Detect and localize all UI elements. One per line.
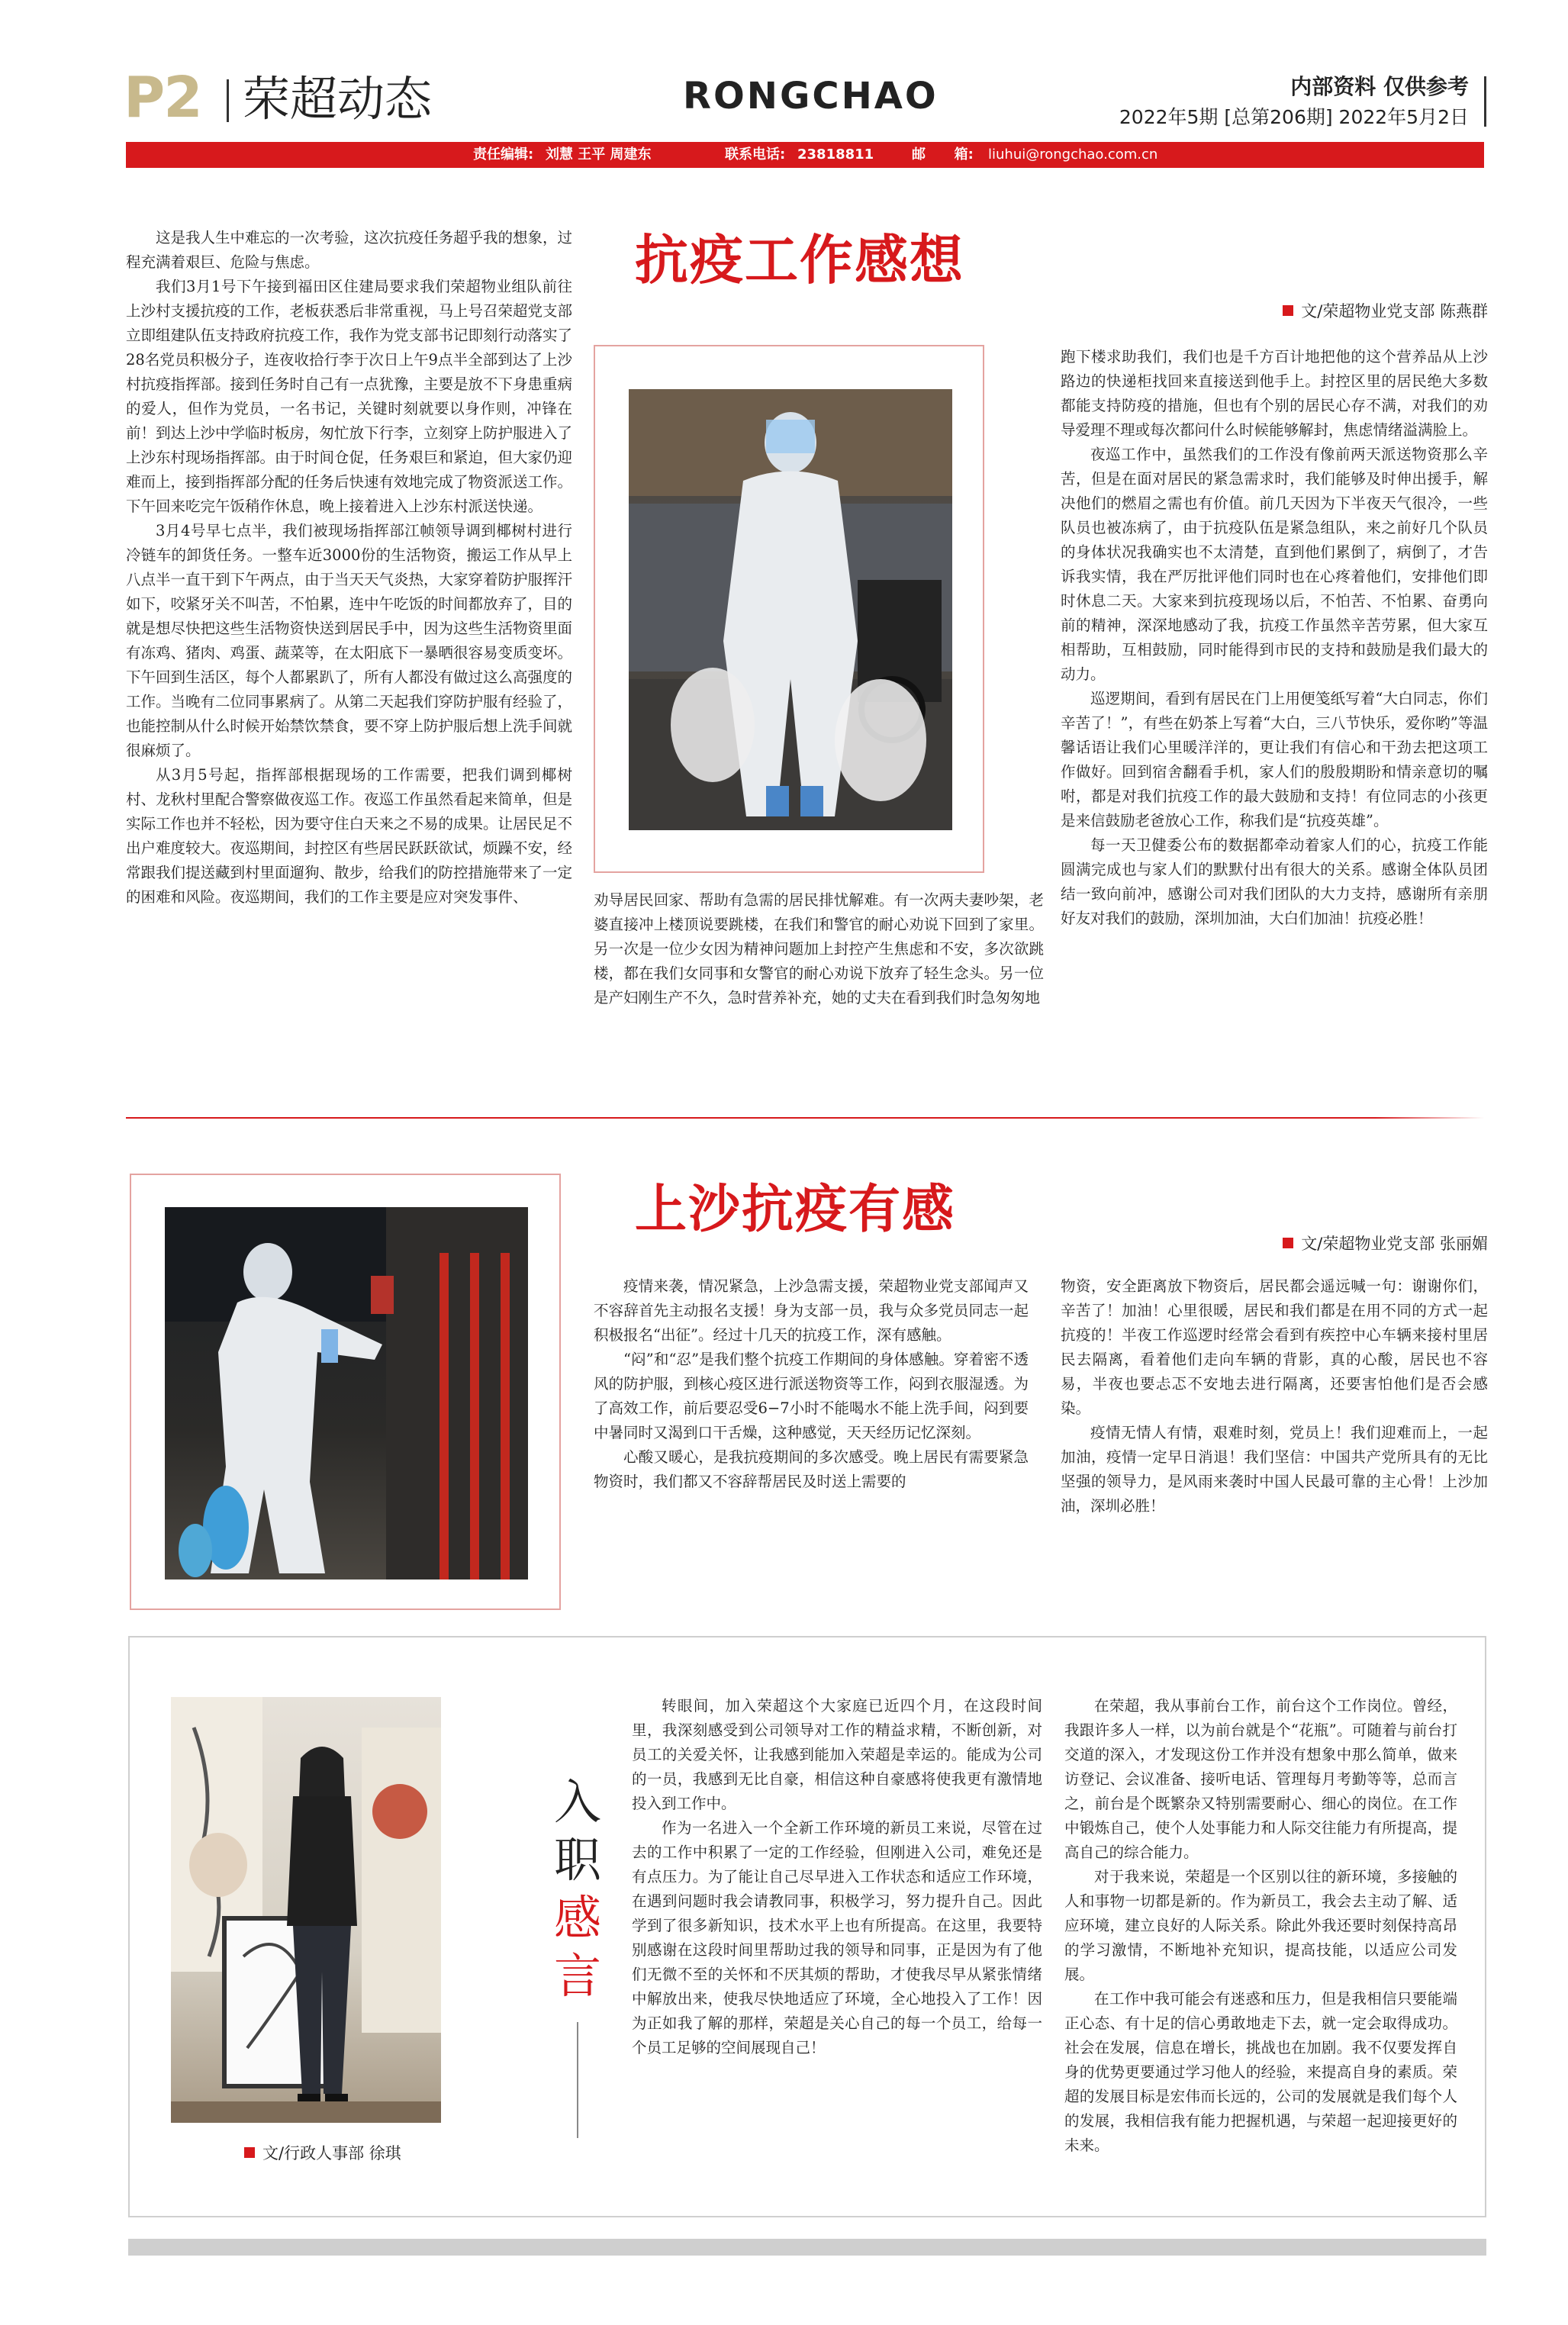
phone-label: 联系电话: xyxy=(725,147,786,163)
title-char: 职 xyxy=(553,1832,601,1888)
email-link[interactable]: liuhui@rongchao.com.cn xyxy=(988,147,1158,163)
volunteer-illustration xyxy=(629,389,952,830)
phone-number: 23818811 xyxy=(797,147,874,163)
footer-bar xyxy=(128,2239,1486,2256)
title-char: 言 xyxy=(553,1948,601,2004)
article2-column-1 xyxy=(594,1274,1029,1494)
header-divider xyxy=(227,79,229,122)
article1-title: 抗疫工作感想 xyxy=(635,229,964,291)
paragraph: 疫情无情人有情，艰难时刻，党员上！我们迎难而上，一起加油，疫情一定早日消退！我们坚信：中国共产党所具有的无比坚强的领导力，是风雨来袭时中国人民最可靠的主心骨！上沙加油，深圳必胜！ xyxy=(1061,1424,1488,1515)
article3-column-2 xyxy=(1064,1694,1457,2158)
article1-column-1 xyxy=(126,226,572,910)
article2-title: 上沙抗疫有感 xyxy=(635,1180,956,1240)
paragraph: 每一天卫健委公布的数据都牵动着家人们的心，抗疫工作能圆满完成也与家人们的默默付出有很大的关系。感谢全体队员团结一致向前冲，感谢公司对我们团队的大力支持，感谢所有亲朋好友对我们的鼓励，深圳加油，大白们加油！抗疫必胜！ xyxy=(1061,836,1488,927)
article1-column-3 xyxy=(1061,345,1488,931)
article3-byline xyxy=(244,2141,401,2164)
article2-byline xyxy=(1236,1232,1488,1254)
staff-portrait-photo xyxy=(171,1697,441,2123)
article3-vertical-title xyxy=(551,1773,604,2005)
email-label: 邮 箱: xyxy=(912,147,974,163)
paragraph: 疫情来袭，情况紧急，上沙急需支援，荣超物业党支部闻声又不容辞首先主动报名支援！身为支部一员，我与众多党员同志一起积极报名“出征”。经过十几天的抗疫工作，深有感触。 xyxy=(594,1277,1029,1344)
article2-photo-frame xyxy=(130,1174,561,1610)
editor-bar xyxy=(126,142,1484,168)
title-char: 感 xyxy=(553,1890,601,1946)
paragraph: 3月4号早七点半，我们被现场指挥部江帧领导调到椰树村进行冷链车的卸货任务。一整车近3000份的生活物资，搬运工作从早上八点半一直干到下午两点，由于当天天气炎热，大家穿着防护服挥汗如下，咬紧牙关不叫苦，不怕累，连中午吃饭的时间都放弃了，目的就是想尽快把这些生活物资快送到居民手中，因为这些生活物资里面有冻鸡、猪肉、鸡蛋、蔬菜等，在太阳底下一暴晒很容易变质变坏。下午回到生活区，每个人都累趴了，所有人都没有做过这么高强度的工作。当晚有二位同事累病了。从第二天起我们穿防护服有经验了，也能控制从什么时候开始禁饮禁食，要不穿上防护服后想上洗手间就很麻烦了。 xyxy=(126,522,573,759)
brand-name: RONGCHAO xyxy=(683,75,939,118)
internal-notice: 内部资料 仅供参考 xyxy=(1290,74,1469,99)
title-char: 入 xyxy=(553,1774,601,1830)
paragraph: 劝导居民回家、帮助有急需的居民排忧解难。有一次两夫妻吵架，老婆直接冲上楼顶说要跳楼，在我们和警官的耐心劝说下回到了家里。另一次是一位少女因为精神问题加上封控产生焦虑和不安，多次欲跳楼，都在我们女同事和女警官的耐心劝说下放弃了轻生念头。另一位是产妇刚生产不久，急时营养补充，她的丈夫在看到我们时急匆匆地 xyxy=(594,891,1044,1006)
article1-byline xyxy=(1236,299,1488,322)
header-right-rule xyxy=(1484,76,1486,127)
byline-marker xyxy=(1283,1238,1293,1248)
section-separator xyxy=(126,1117,1484,1119)
paragraph: 我们3月1号下午接到福田区住建局要求我们荣超物业组队前往上沙村支援抗疫的工作，老板获悉后非常重视，马上号召荣超党支部立即组建队伍支持政府抗疫工作，我作为党支部书记即刻行动落实了28名党员积极分子，连夜收拾行李于次日上午9点半全部到达了上沙村抗疫指挥部。接到任务时自己有一点犹豫，主要是放不下身患重病的爱人，但作为党员，一名书记，关键时刻就要以身作则，冲锋在前！到达上沙中学临时板房，匆忙放下行李，立刻穿上防护服进入了上沙东村现场指挥部。由于时间仓促，任务艰巨和紧迫，但大家仍迎难而上，接到指挥部分配的任务后快速有效地完成了物资派送工作。下午回来吃完午饭稍作休息，晚上接着进入上沙东村派送快递。 xyxy=(126,278,573,515)
paragraph: 这是我人生中难忘的一次考验，这次抗疫任务超乎我的想象，过程充满着艰巨、危险与焦虑。 xyxy=(126,229,573,271)
article2-column-2 xyxy=(1061,1274,1488,1518)
paragraph: 在荣超，我从事前台工作，前台这个工作岗位。曾经，我跟许多人一样，以为前台就是个“花瓶”。可随着与前台打交道的深入，才发现这份工作并没有想象中那么简单，做来访登记、会议准备、接听电话、管理每月考勤等等，总而言之，前台是个既繁杂又特别需要耐心、细心的岗位。在工作中锻炼自己，使个人处事能力和人际交往能力有所提高，提高自己的综合能力。 xyxy=(1064,1697,1457,1861)
byline-text: 文/荣超物业党支部 陈燕群 xyxy=(1301,302,1488,320)
editor-names: 刘慧 王平 周建东 xyxy=(546,147,652,163)
paragraph: 物资，安全距离放下物资后，居民都会遥远喊一句：谢谢你们，辛苦了！加油！心里很暖，居民和我们都是在用不同的方式一起抗疫的！半夜工作巡逻时经常会看到有疾控中心车辆来接村里居民去隔离，看着他们走向车辆的背影，真的心酸，居民也不容易，半夜也要忐忑不安地去进行隔离，还要害怕他们是否会感染。 xyxy=(1061,1277,1488,1417)
portrait-illustration xyxy=(171,1697,441,2123)
paragraph: 作为一名进入一个全新工作环境的新员工来说，尽管在过去的工作中积累了一定的工作经验，但刚进入公司，难免还是有点压力。为了能让自己尽早进入工作状态和适应工作环境，在遇到问题时我会请教同事，积极学习，努力提升自己。因此学到了很多新知识，技术水平上也有所提高。在这里，我要特别感谢在这段时间里帮助过我的领导和同事，正是因为有了他们无微不至的关怀和不厌其烦的帮助，才使我尽早从紧张情绪中解放出来，使我尽快地适应了环境，全心地投入了工作！因为正如我了解的那样，荣超是关心自己的每一个员工，给每一个员工足够的空间展现自己！ xyxy=(632,1819,1042,2056)
paragraph: 从3月5号起，指挥部根据现场的工作需要，把我们调到椰树村、龙秋村里配合警察做夜巡工作。夜巡工作虽然看起来简单，但是实际工作也并不轻松，因为要守住白天来之不易的成果。让居民足不出户难度较大。夜巡期间，封控区有些居民跃跃欲试，烦躁不安，经常跟我们提送藏到村里面遛狗、散步，给我们的防控措施带来了一定的困难和风险。夜巡期间，我们的工作主要是应对突发事件、 xyxy=(126,766,573,906)
article3-column-1 xyxy=(632,1694,1042,2060)
paragraph: 对于我来说，荣超是一个区别以往的新环境，多接触的人和事物一切都是新的。作为新员工，我会去主动了解、适应环境，建立良好的人际关系。除此外我还要时刻保持高昂的学习激情，不断地补充知识，提高技能，以适应公司发展。 xyxy=(1064,1868,1457,1983)
section-title: 荣超动态 xyxy=(243,71,433,127)
disinfection-photo xyxy=(165,1207,528,1580)
disinfection-illustration xyxy=(165,1207,528,1580)
page-number: P2 xyxy=(124,65,201,130)
issue-info: 2022年5期 [总第206期] 2022年5月2日 xyxy=(1119,106,1469,128)
article1-column-2 xyxy=(594,888,1044,1010)
editor-label: 责任编辑: xyxy=(473,147,534,163)
vertical-title-rule xyxy=(577,2022,578,2138)
paragraph: 巡逻期间，看到有居民在门上用便笺纸写着“大白同志，你们辛苦了！”，有些在奶茶上写着“大白，三八节快乐，爱你哟”等温馨话语让我们心里暖洋洋的，更让我们有信心和干劲去把这项工作做好。回到宿舍翻看手机，家人们的殷殷期盼和情亲意切的嘱咐，都是对我们抗疫工作的最大鼓励和支持！有位同志的小孩更是来信鼓励老爸放心工作，称我们是“抗疫英雄”。 xyxy=(1061,690,1488,829)
paragraph: 心酸又暖心，是我抗疫期间的多次感受。晚上居民有需要紧急物资时，我们都又不容辞帮居民及时送上需要的 xyxy=(594,1448,1029,1490)
article1-photo-frame xyxy=(594,345,984,873)
paragraph: 夜巡工作中，虽然我们的工作没有像前两天派送物资那么辛苦，但是在面对居民的紧急需求时，我们能够及时伸出援手，解决他们的燃眉之需也有价值。前几天因为下半夜天气很冷，一些队员也被冻病了，由于抗疫队伍是紧急组队，来之前好几个队员的身体状况我确实也不太清楚，直到他们累倒了，病倒了，才告诉我实情，我在严厉批评他们同时也在心疼着他们，安排他们即时休息二天。大家来到抗疫现场以后，不怕苦、不怕累、奋勇向前的精神，深深地感动了我，抗疫工作虽然辛苦劳累，但大家互相帮助，互相鼓励，同时能得到市民的支持和鼓励是我们最大的动力。 xyxy=(1061,446,1488,683)
paragraph: “闷”和“忍”是我们整个抗疫工作期间的身体感触。穿着密不透风的防护服，到核心疫区进行派送物资等工作，闷到衣服湿透。为了高效工作，前后要忍受6−7小时不能喝水不能上洗手间，闷到要中暑同时又渴到口干舌燥，这种感觉，天天经历记忆深刻。 xyxy=(594,1351,1029,1441)
byline-text: 文/荣超物业党支部 张丽媚 xyxy=(1301,1235,1488,1253)
paragraph: 跑下楼求助我们，我们也是千方百计地把他的这个营养品从上沙路边的快递柜找回来直接送到他手上。封控区里的居民绝大多数都能支持防疫的措施，但也有个别的居民心存不满，对我们的劝导爱理不理或每次都问什么时候能够解封，焦虑情绪溢满脸上。 xyxy=(1061,348,1488,439)
paragraph: 转眼间，加入荣超这个大家庭已近四个月，在这段时间里，我深刻感受到公司领导对工作的精益求精，不断创新，对员工的关爱关怀，让我感到能加入荣超是幸运的。能成为公司的一员，我感到无比自豪，相信这种自豪感将使我更有激情地投入到工作中。 xyxy=(632,1697,1042,1812)
byline-marker xyxy=(244,2147,255,2158)
byline-text: 文/行政人事部 徐琪 xyxy=(262,2144,401,2162)
byline-marker xyxy=(1283,305,1293,316)
paragraph: 在工作中我可能会有迷惑和压力，但是我相信只要能端正心态、有十足的信心勇敢地走下去，就一定会取得成功。社会在发展，信息在增长，挑战也在加剧。我不仅要发挥自身的优势更要通过学习他人的经验，来提高自身的素质。荣超的发展目标是宏伟而长远的，公司的发展就是我们每个人的发展，我相信我有能力把握机遇，与荣超一起迎接更好的未来。 xyxy=(1064,1990,1457,2154)
volunteer-photo xyxy=(629,389,952,830)
